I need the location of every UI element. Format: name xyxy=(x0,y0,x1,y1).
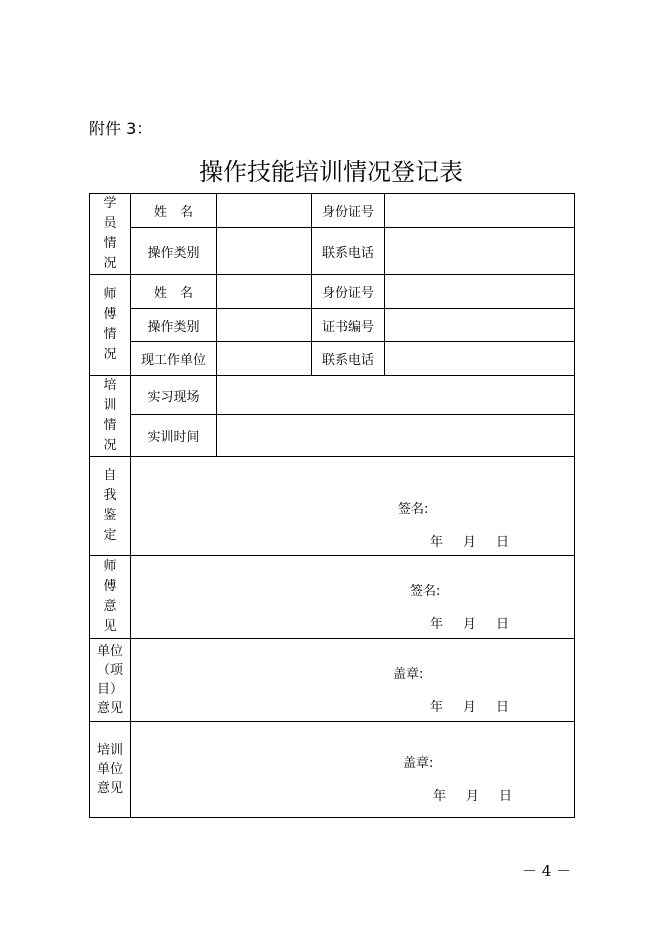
registration-form-table xyxy=(89,193,575,818)
student-row-2 xyxy=(90,228,575,275)
training-section-label: 培训情况 xyxy=(90,376,131,457)
unit-opinion-date xyxy=(430,696,509,715)
self-eval-section-label: 自我鉴定 xyxy=(90,457,131,556)
mentor-opinion-row xyxy=(90,556,575,639)
student-name-field[interactable] xyxy=(217,194,312,228)
mentor-work-unit-label: 现工作单位 xyxy=(131,342,217,376)
month-label: 月 xyxy=(463,535,477,550)
unit-opinion-section-label: 单位（项目）意见 xyxy=(90,639,131,722)
student-phone-field[interactable] xyxy=(385,228,575,275)
training-site-label: 实习现场 xyxy=(131,376,217,415)
mentor-cert-label: 证书编号 xyxy=(312,309,385,342)
mentor-opinion-section-label: 师傅意见 xyxy=(90,556,131,639)
year-label: 年 xyxy=(433,789,447,804)
mentor-opinion-field[interactable] xyxy=(131,556,575,639)
mentor-row-1 xyxy=(90,275,575,309)
month-label: 月 xyxy=(463,617,477,632)
student-section-label: 学员情况 xyxy=(90,194,131,275)
training-row-1 xyxy=(90,376,575,415)
page-number: － 4 － xyxy=(522,862,572,880)
training-time-field[interactable] xyxy=(217,415,575,457)
month-label: 月 xyxy=(463,700,477,715)
year-label: 年 xyxy=(430,700,444,715)
attachment-label: 附件 3： xyxy=(89,119,153,138)
mentor-opinion-date xyxy=(430,613,509,632)
training-unit-opinion-field[interactable] xyxy=(131,722,575,818)
mentor-op-type-label: 操作类别 xyxy=(131,309,217,342)
form-title: 操作技能培训情况登记表 xyxy=(199,158,463,186)
day-label: 日 xyxy=(499,789,513,804)
training-unit-opinion-date xyxy=(433,785,512,804)
student-name-label: 姓 名 xyxy=(131,194,217,228)
self-eval-date xyxy=(430,531,509,550)
day-label: 日 xyxy=(496,700,510,715)
mentor-phone-label: 联系电话 xyxy=(312,342,385,376)
mentor-name-field[interactable] xyxy=(217,275,312,309)
training-site-field[interactable] xyxy=(217,376,575,415)
mentor-work-unit-field[interactable] xyxy=(217,342,312,376)
student-op-type-field[interactable] xyxy=(217,228,312,275)
year-label: 年 xyxy=(430,617,444,632)
student-op-type-label: 操作类别 xyxy=(131,228,217,275)
year-label: 年 xyxy=(430,535,444,550)
student-id-label: 身份证号 xyxy=(312,194,385,228)
training-row-2 xyxy=(90,415,575,457)
training-unit-opinion-seal-label: 盖章: xyxy=(403,756,434,771)
mentor-cert-field[interactable] xyxy=(385,309,575,342)
training-unit-opinion-row xyxy=(90,722,575,818)
self-eval-sign-label: 签名: xyxy=(398,502,429,517)
mentor-id-label: 身份证号 xyxy=(312,275,385,309)
unit-opinion-row xyxy=(90,639,575,722)
mentor-op-type-field[interactable] xyxy=(217,309,312,342)
mentor-row-3 xyxy=(90,342,575,376)
mentor-row-2 xyxy=(90,309,575,342)
training-time-label: 实训时间 xyxy=(131,415,217,457)
unit-opinion-field[interactable] xyxy=(131,639,575,722)
mentor-id-field[interactable] xyxy=(385,275,575,309)
day-label: 日 xyxy=(496,535,510,550)
self-eval-field[interactable] xyxy=(131,457,575,556)
self-eval-row xyxy=(90,457,575,556)
mentor-opinion-sign-label: 签名: xyxy=(410,584,441,599)
student-row-1 xyxy=(90,194,575,228)
student-id-field[interactable] xyxy=(385,194,575,228)
training-unit-opinion-section-label: 培训单位意见 xyxy=(90,722,131,818)
day-label: 日 xyxy=(496,617,510,632)
unit-opinion-seal-label: 盖章: xyxy=(393,667,424,682)
mentor-name-label: 姓 名 xyxy=(131,275,217,309)
month-label: 月 xyxy=(466,789,480,804)
mentor-section-label: 师傅情况 xyxy=(90,275,131,376)
student-phone-label: 联系电话 xyxy=(312,228,385,275)
mentor-phone-field[interactable] xyxy=(385,342,575,376)
